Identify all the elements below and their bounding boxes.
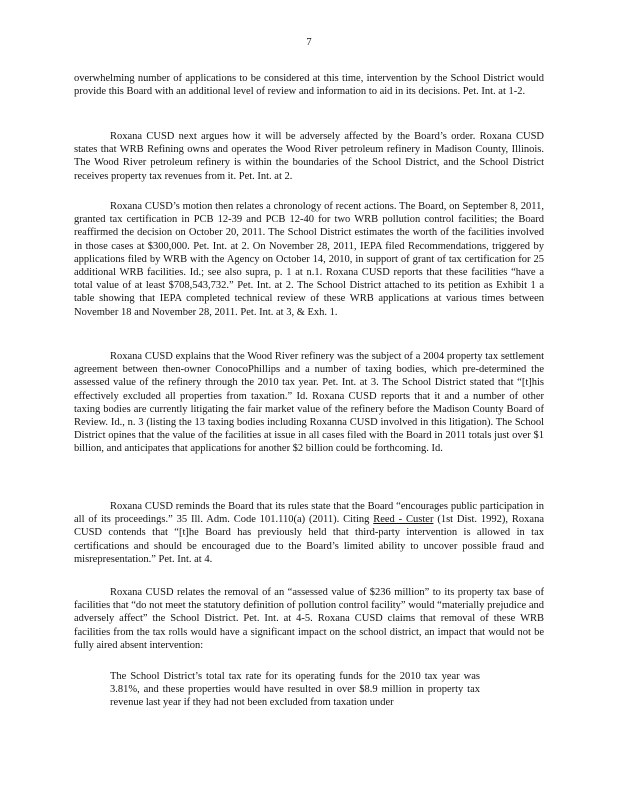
case-citation: Reed - Custer — [373, 514, 434, 526]
paragraph-tax-impact: Roxana CUSD relates the removal of an “assessed value of $236 million” to its property tax base of facilities that “do not meet the statutory definition of pollution control facility” would “materially prejudice and adversely affect” the School District. Pet. Int. at 4-5. Roxana CUSD claims that removal of these WRB facilities from the tax rolls would have a significant impact on the school district, an impact that would not be fully aired absent intervention: — [74, 587, 544, 651]
paragraph-adverse-effect: Roxana CUSD next argues how it will be adversely affected by the Board’s order. Roxana CUSD states that WRB Refining owns and operates the Wood River petroleum refinery in Madison County, Illinois. The Wood River petroleum refinery is within the boundaries of the School District, and the School District receives property tax revenues from it. Pet. Int. at 2. — [74, 131, 544, 182]
paragraph-public-participation — [74, 500, 544, 566]
paragraph-text-start: Roxana CUSD reminds the Board that its rules state that the Board “encourages public participation in all of its proceedings.” 35 Ill. Adm. Code 101.110(a) (2011). Citing — [74, 501, 544, 526]
paragraph-settlement: Roxana CUSD explains that the Wood River refinery was the subject of a 2004 property tax settlement agreement between then-owner ConocoPhillips and a number of taxing bodies, which pre-determined the assessed value of the refinery through the 2010 tax year. Pet. Int. at 3. The School District stated that “[t]his effectively excluded all properties from taxation.” Id. Roxana CUSD reports that it and a number of other taxing bodies are currently litigating the fair market value of the refinery before the Madison County Board of Review. Id., n. 3 (listing the 13 taxing bodies including Roxanna CUSD involved in this litigation). The School District opines that the value of the facilities at issue in all cases filed with the Board in 2011 totals just over $1 billion, and anticipates that applications for another $2 billion could be forthcoming. Id. — [74, 351, 544, 455]
block-quote: The School District’s total tax rate for its operating funds for the 2010 tax year was 3.81%, and these properties would have resulted in over $8.9 million in property tax revenue last year if they had not been excluded from taxation under — [110, 671, 480, 709]
paragraph-continuation: overwhelming number of applications to be considered at this time, intervention by the School District would provide this Board with an additional level of review and information to aid in its decisions. Pet. Int. at 1-2. — [74, 73, 544, 98]
paragraph-text-end: (1st Dist. 1992), Roxana CUSD contends that “[t]he Board has previously held that third-party intervention is allowed in tax certifications and should be encouraged due to the Board’s limited ability to uncover possible fraud and misrepresentation.” Pet. Int. at 4. — [74, 514, 544, 565]
page-number: 7 — [306, 37, 312, 48]
paragraph-chronology: Roxana CUSD’s motion then relates a chronology of recent actions. The Board, on September 8, 2011, granted tax certification in PCB 12-39 and PCB 12-40 for two WRB pollution control facilities; the Board reaffirmed the decision on October 20, 2011. The School District estimates the worth of the facilities involved in those cases at $300,000. Pet. Int. at 2. On November 28, 2011, IEPA filed Recommendations, triggered by applications filed by WRB with the Agency on October 14, 2010, in support of grant of tax certification for 25 additional WRB facilities. Id.; see also supra, p. 1 at n.1. Roxana CUSD reports that these facilities “have a total value of at least $708,543,732.” Pet. Int. at 2. The School District attached to its petition as Exhibit 1 a table showing that IEPA completed technical review of these WRB applications at various times between November 18 and November 28, 2011. Pet. Int. at 3, & Exh. 1. — [74, 201, 544, 318]
